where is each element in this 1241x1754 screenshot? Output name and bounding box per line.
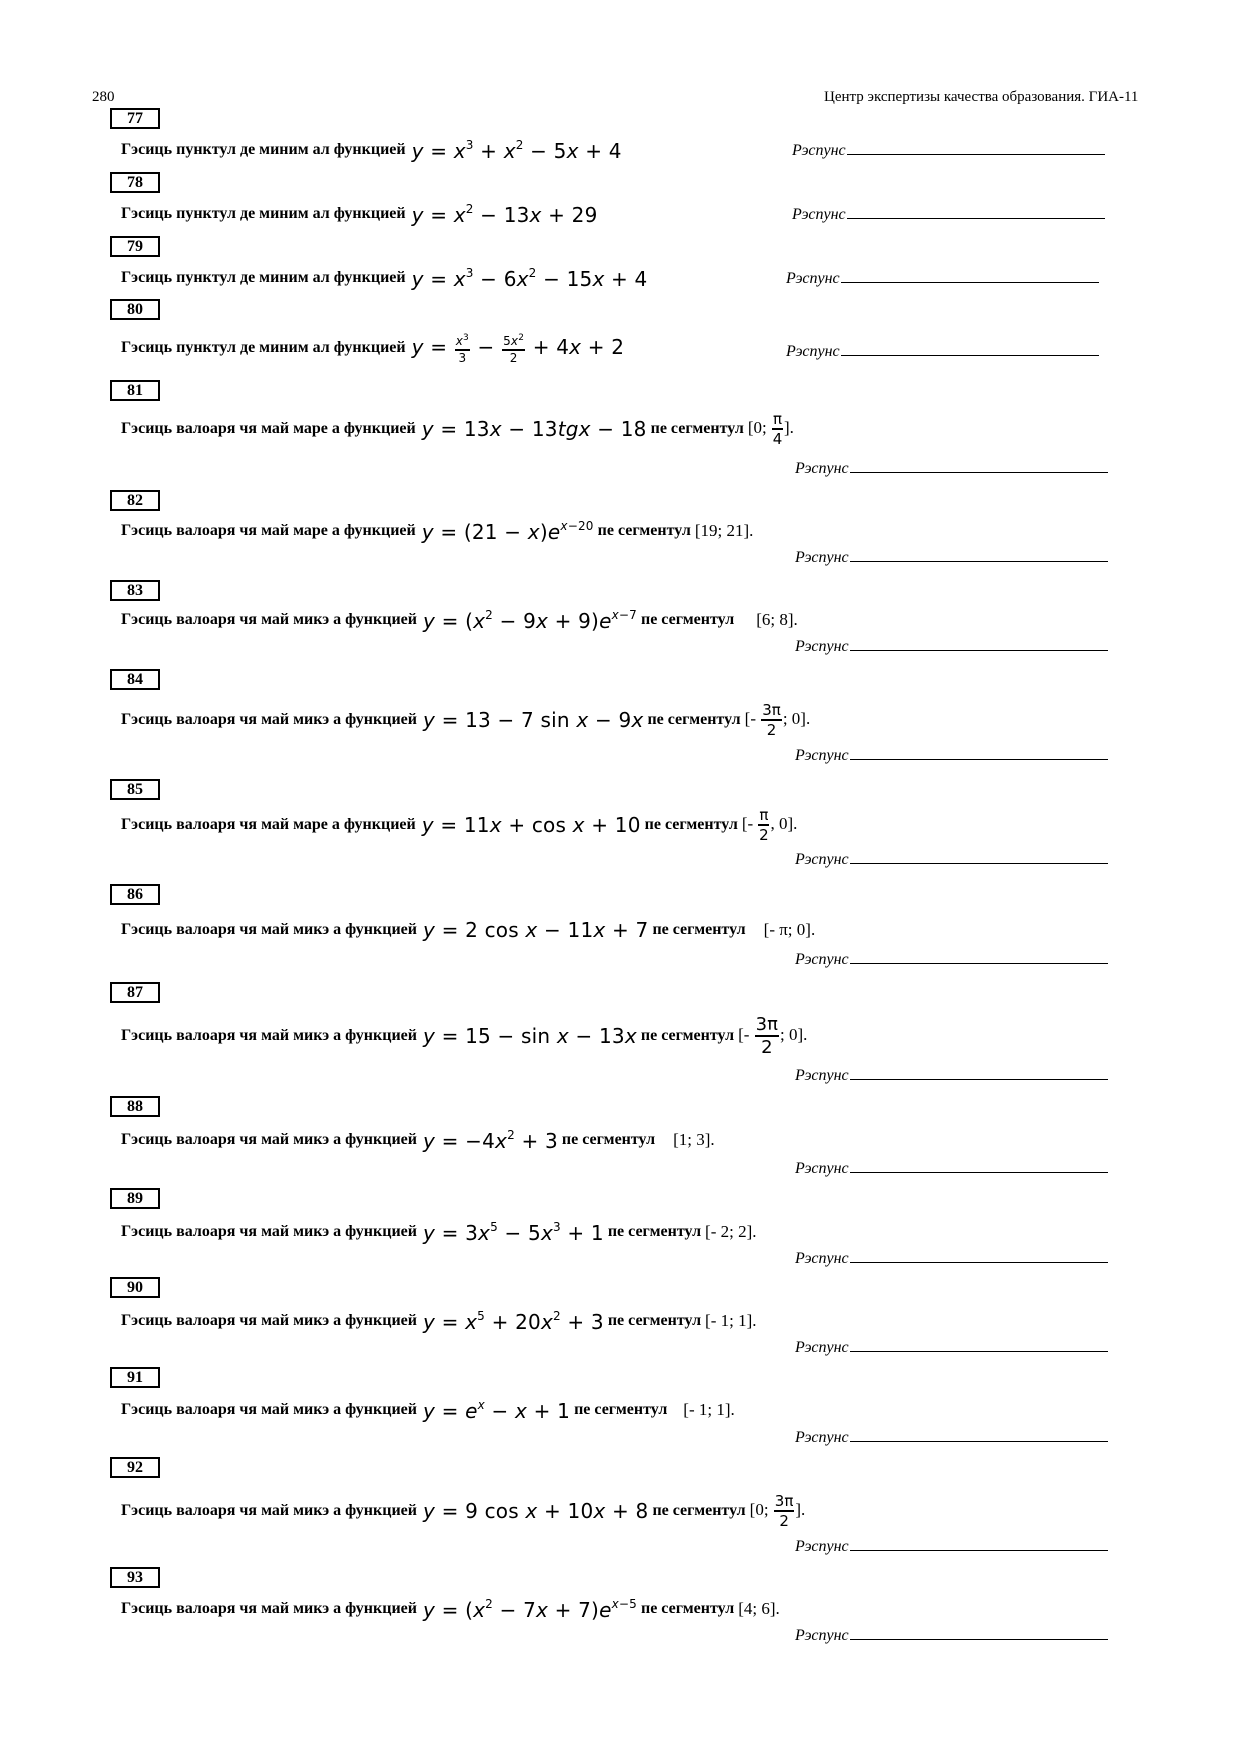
page-header-title: Центр экспертизы качества образования. ГИА-11: [824, 89, 1139, 105]
task-prompt: Гэсиць валоаря чя май микэ а функцией: [121, 611, 417, 628]
answer-label: Рэспунс: [795, 1339, 849, 1356]
formula: $y = (x^2 - 7x + 7)e^{x-5}$: [423, 1596, 637, 1622]
segment: [- 2; 2].: [705, 1222, 757, 1241]
segment-label: пе сегментул: [640, 611, 735, 628]
answer-label: Рэспунс: [795, 1429, 849, 1446]
task-number: 78: [110, 172, 160, 193]
segment: [- $\frac{\pi}{2}$ , 0].: [741, 806, 798, 844]
task-prompt: Гэсиць пунктул де миним ал функцией: [121, 339, 406, 356]
formula: y = 2 cos x − 11x + 7: [423, 918, 649, 942]
answer-field[interactable]: [792, 140, 1105, 160]
formula: y = $\frac{x^3}{3}$ − $\frac{5x^2}{2}$ + 4x + 2: [411, 332, 625, 365]
task-number: 80: [110, 299, 160, 320]
answer-label: Рэспунс: [795, 638, 849, 655]
task-question: [121, 1593, 780, 1625]
task-number: 81: [110, 380, 160, 401]
task-number: 88: [110, 1096, 160, 1117]
formula: $y = x^2 - 13x + 29$: [411, 201, 598, 227]
task-question: [121, 914, 815, 946]
formula: y = 11x + cos x + 10: [421, 813, 641, 837]
answer-field[interactable]: [795, 636, 1108, 656]
task-question: [121, 198, 602, 230]
segment: [6; 8].: [756, 610, 798, 629]
task-prompt: Гэсиць валоаря чя май микэ а функцией: [121, 711, 417, 728]
task-number: 84: [110, 669, 160, 690]
task-question: [121, 1124, 715, 1156]
segment-label: пе сегментул: [640, 1027, 735, 1044]
answer-label: Рэспунс: [795, 549, 849, 566]
segment-label: пе сегментул: [652, 1502, 746, 1519]
answer-label: Рэспунс: [795, 851, 849, 868]
task-prompt: Гэсиць валоаря чя май маре а функцией: [121, 522, 416, 539]
task-question: [121, 695, 810, 745]
answer-label: Рэспунс: [786, 270, 840, 287]
segment-label: пе сегментул: [652, 921, 746, 938]
segment: [- 1; 1].: [683, 1400, 735, 1419]
formula: $y = (21 - x)e^{x-20}$: [421, 518, 594, 544]
formula: y = 15 − sin x − 13x: [423, 1024, 637, 1048]
task-number: 91: [110, 1367, 160, 1388]
task-prompt: Гэсиць валоаря чя май микэ а функцией: [121, 1502, 417, 1519]
segment: [1; 3].: [673, 1130, 715, 1149]
answer-field[interactable]: [795, 458, 1108, 478]
formula: $y = -4x^2 + 3$: [423, 1127, 558, 1153]
task-prompt: Гэсиць валоаря чя май маре а функцией: [121, 420, 416, 437]
answer-label: Рэспунс: [795, 1627, 849, 1644]
segment: [- π; 0].: [763, 920, 816, 939]
task-question: [121, 800, 797, 850]
answer-field[interactable]: [795, 1158, 1108, 1178]
answer-field[interactable]: [795, 745, 1108, 765]
segment-label: пе сегментул: [644, 816, 738, 833]
task-prompt: Гэсиць валоаря чя май микэ а функцией: [121, 1401, 417, 1418]
answer-field[interactable]: [792, 204, 1105, 224]
answer-label: Рэспунс: [795, 1160, 849, 1177]
answer-field[interactable]: [786, 341, 1099, 361]
task-question: [121, 516, 753, 546]
task-number: 83: [110, 580, 160, 601]
task-number: 87: [110, 982, 160, 1003]
page-number: 280: [92, 89, 115, 105]
task-question: [121, 1216, 757, 1248]
segment-label: пе сегментул: [561, 1131, 656, 1148]
task-prompt: Гэсиць валоаря чя май микэ а функцией: [121, 1223, 417, 1240]
task-prompt: Гэсиць пунктул де миним ал функцией: [121, 205, 406, 222]
task-question: [121, 326, 628, 370]
task-number: 77: [110, 108, 160, 129]
segment: [- $\frac{3\pi}{2}$ ; 0].: [744, 701, 811, 739]
formula: y = 13 − 7 sin x − 9x: [423, 708, 644, 732]
task-prompt: Гэсиць валоаря чя май микэ а функцией: [121, 1600, 417, 1617]
formula: y = 13x − 13tgx − 18: [421, 417, 647, 441]
answer-label: Рэспунс: [795, 1067, 849, 1084]
segment-label: пе сегментул: [650, 420, 744, 437]
formula: $y = x^3 + x^2 - 5x + 4$: [411, 137, 622, 163]
task-question: [121, 262, 651, 294]
task-number: 92: [110, 1457, 160, 1478]
segment-label: пе сегментул: [597, 522, 691, 539]
task-prompt: Гэсиць валоаря чя май микэ а функцией: [121, 921, 417, 938]
task-question: [121, 404, 794, 454]
segment-label: пе сегментул: [607, 1312, 702, 1329]
segment-label: пе сегментул: [647, 711, 741, 728]
answer-field[interactable]: [795, 1625, 1108, 1645]
answer-field[interactable]: [795, 1065, 1108, 1085]
segment-label: пе сегментул: [640, 1600, 735, 1617]
answer-label: Рэспунс: [795, 1538, 849, 1555]
answer-field[interactable]: [795, 547, 1108, 567]
segment: [4; 6].: [738, 1599, 780, 1618]
segment: [- 1; 1].: [705, 1311, 757, 1330]
answer-field[interactable]: [795, 1337, 1108, 1357]
answer-field[interactable]: [795, 949, 1108, 969]
segment-label: пе сегментул: [574, 1401, 668, 1418]
answer-field[interactable]: [795, 849, 1108, 869]
task-question: [121, 605, 798, 635]
answer-field[interactable]: [786, 268, 1099, 288]
task-prompt: Гэсиць валоаря чя май микэ а функцией: [121, 1027, 417, 1044]
task-question: [121, 1305, 757, 1337]
answer-field[interactable]: [795, 1427, 1108, 1447]
task-number: 79: [110, 236, 160, 257]
segment: [19; 21].: [694, 521, 754, 540]
task-prompt: Гэсиць валоаря чя май микэ а функцией: [121, 1312, 417, 1329]
segment-label: пе сегментул: [607, 1223, 702, 1240]
answer-label: Рэспунс: [795, 1250, 849, 1267]
segment: [0; $\frac{3\pi}{2}$ ].: [749, 1492, 806, 1530]
task-number: 85: [110, 779, 160, 800]
formula: $y = x^3 - 6x^2 - 15x + 4$: [411, 265, 648, 291]
task-number: 90: [110, 1277, 160, 1298]
formula: $y = 3x^5 - 5x^3 + 1$: [423, 1219, 604, 1245]
segment: [0; $\frac{\pi}{4}$ ].: [747, 410, 794, 448]
formula: $y = e^x - x + 1$: [423, 1397, 571, 1423]
segment: [- $\frac{3\pi}{2}$ ; 0].: [738, 1014, 808, 1058]
task-number: 89: [110, 1188, 160, 1209]
answer-label: Рэспунс: [795, 951, 849, 968]
answer-label: Рэспунс: [795, 460, 849, 477]
task-number: 86: [110, 884, 160, 905]
task-prompt: Гэсиць валоаря чя май маре а функцией: [121, 816, 416, 833]
answer-label: Рэспунс: [795, 747, 849, 764]
answer-field[interactable]: [795, 1248, 1108, 1268]
task-number: 82: [110, 490, 160, 511]
task-prompt: Гэсиць валоаря чя май микэ а функцией: [121, 1131, 417, 1148]
task-question: [121, 1486, 805, 1536]
task-question: [121, 1010, 807, 1062]
task-number: 93: [110, 1567, 160, 1588]
formula: $y = (x^2 - 9x + 9)e^{x-7}$: [423, 607, 637, 633]
answer-field[interactable]: [795, 1536, 1108, 1556]
formula: y = 9 cos x + 10x + 8: [423, 1499, 649, 1523]
answer-label: Рэспунс: [792, 206, 846, 223]
task-question: [121, 134, 626, 166]
answer-label: Рэспунс: [792, 142, 846, 159]
task-prompt: Гэсиць пунктул де миним ал функцией: [121, 269, 406, 286]
formula: $y = x^5 + 20x^2 + 3$: [423, 1308, 604, 1334]
answer-label: Рэспунс: [786, 343, 840, 360]
task-prompt: Гэсиць пунктул де миним ал функцией: [121, 141, 406, 158]
task-question: [121, 1394, 735, 1426]
